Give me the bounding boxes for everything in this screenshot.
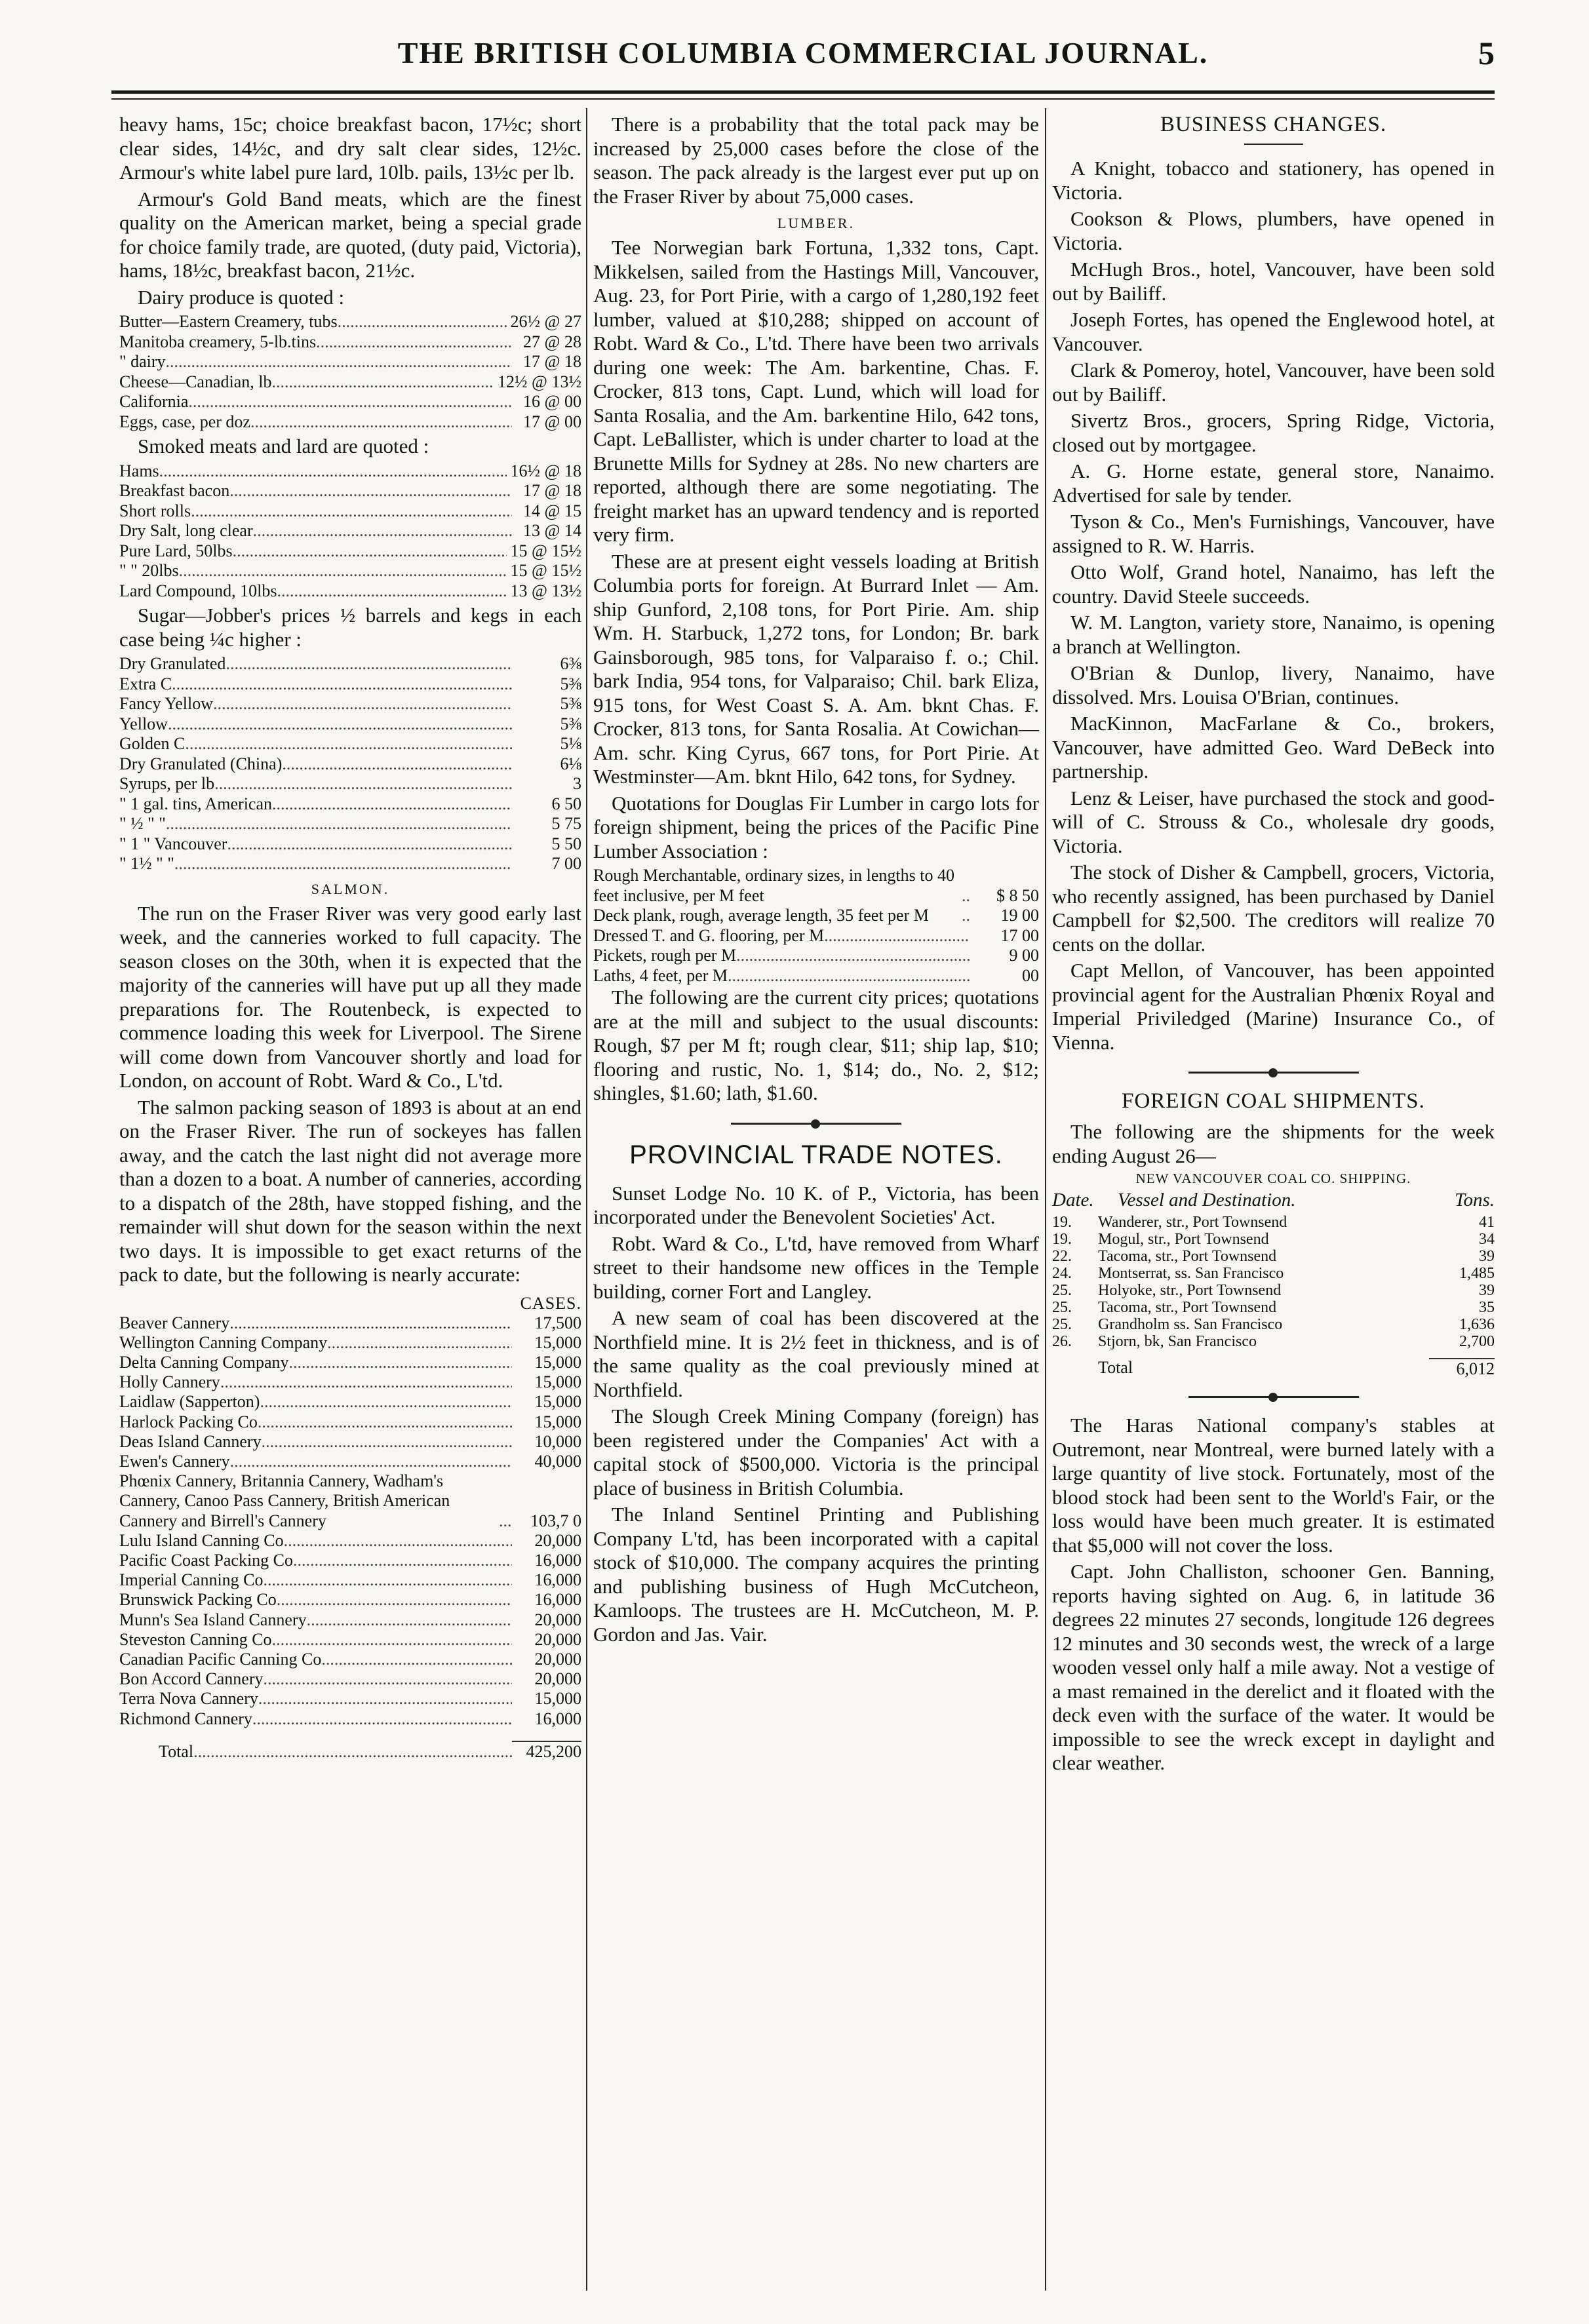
cannery-name: Wellington Canning Company xyxy=(119,1332,328,1352)
item-price: 16½ @ 18 xyxy=(510,461,581,480)
cannery-cases: 16,000 xyxy=(534,1590,581,1610)
lumber-price: $ 8 50 xyxy=(996,885,1039,905)
lumber-quotations xyxy=(593,866,1039,986)
lumber-item: Laths, 4 feet, per M xyxy=(593,965,728,985)
header-rule-thin xyxy=(111,98,1495,100)
shipment-date: 22. xyxy=(1052,1248,1072,1265)
shipment-vessel: Montserrat, ss. San Francisco xyxy=(1098,1265,1284,1282)
tons-column-header: Tons. xyxy=(1454,1190,1495,1210)
lumber-price: 17 00 xyxy=(1000,925,1039,945)
cannery-cases: 20,000 xyxy=(534,1530,581,1550)
header-rule-thick xyxy=(111,90,1495,94)
item-name: Dry Granulated (China) xyxy=(119,754,283,773)
cannery-name: Phœnix Cannery, Britannia Cannery, Wadham's Cannery, Canoo Pass Cannery, British American Cannery and Birrell's Cannery xyxy=(119,1471,450,1530)
leader-dots xyxy=(824,926,970,946)
leader-dots xyxy=(252,1709,512,1729)
business-change-item: O'Brian & Dunlop, livery, Nanaimo, have dissolved. Mrs. Louisa O'Brian, continues. xyxy=(1052,661,1495,708)
price-row xyxy=(119,541,581,562)
leader-dots xyxy=(188,392,512,412)
dairy-heading: Dairy produce is quoted : xyxy=(138,285,345,309)
price-row xyxy=(119,734,581,754)
shipment-tons: 39 xyxy=(1479,1248,1495,1265)
item-price: 3 xyxy=(573,774,581,793)
meats-paragraph: heavy hams, 15c; choice breakfast bacon, 17½c; short clear sides, 14½c, and dry salt clear sides, 12½c. Armour's white label pure lard, 10lb. pails, 13½c per lb. xyxy=(119,113,581,184)
lumber-row xyxy=(593,946,1039,966)
item-name: Extra C xyxy=(119,674,172,693)
cannery-name: Beaver Cannery xyxy=(119,1313,230,1332)
cannery-name: Terra Nova Cannery xyxy=(119,1689,258,1709)
cannery-name: Munn's Sea Island Cannery xyxy=(119,1610,307,1629)
lumber-item: Pickets, rough per M xyxy=(593,946,737,965)
cannery-row xyxy=(119,1452,581,1471)
price-row xyxy=(119,312,581,332)
shipment-date: 25. xyxy=(1052,1316,1072,1333)
price-row xyxy=(119,814,581,834)
section-ornament xyxy=(731,1123,901,1125)
price-row xyxy=(119,461,581,482)
cannery-name: Delta Canning Company xyxy=(119,1352,289,1372)
shipment-vessel: Mogul, str., Port Townsend xyxy=(1098,1231,1269,1248)
cannery-row xyxy=(119,1650,581,1669)
shipment-row xyxy=(1052,1299,1495,1316)
cannery-cases: 17,500 xyxy=(534,1313,581,1332)
item-price: 17 @ 18 xyxy=(523,481,581,500)
business-change-item: The stock of Disher & Campbell, grocers, Victoria, who recently assigned, has been purchased by Daniel Campbell for $2,500. The creditors will realize 70 cents on the dollar. xyxy=(1052,861,1495,956)
item-price: 16 @ 00 xyxy=(523,392,581,411)
business-change-item: MacKinnon, MacFarlane & Co., brokers, Vancouver, have admitted Geo. Ward DeBeck into partnership. xyxy=(1052,712,1495,783)
provincial-note: The Inland Sentinel Printing and Publishing Company L'td, has been incorporated with a capital stock of $10,000. The company acquires the printing and publishing business of Hugh McCutcheon, Kamloops. The trustees are H. McCutcheon, M. P. Gordon and Jas. Vair. xyxy=(593,1503,1039,1646)
item-name: Pure Lard, 50lbs xyxy=(119,541,233,560)
business-change-item: Lenz & Leiser, have purchased the stock and good-will of C. Strouss & Co., wholesale dry goods, Victoria. xyxy=(1052,786,1495,857)
price-row xyxy=(119,332,581,353)
vessel-column-header: Vessel and Destination. xyxy=(1118,1190,1296,1210)
leader-dots xyxy=(260,1392,512,1412)
cannery-cases: 16,000 xyxy=(534,1709,581,1728)
shipment-date: 19. xyxy=(1052,1231,1072,1248)
coal-subheading: NEW VANCOUVER COAL CO. SHIPPING. xyxy=(1135,1171,1411,1186)
cannery-cases: 20,000 xyxy=(534,1669,581,1689)
coal-shipments xyxy=(1052,1214,1495,1350)
lumber-row xyxy=(593,906,1039,926)
cannery-name: Richmond Cannery xyxy=(119,1709,252,1728)
item-price: 7 00 xyxy=(551,854,581,873)
provincial-note: Sunset Lodge No. 10 K. of P., Victoria, has been incorporated under the Benevolent Societies' Act. xyxy=(593,1181,1039,1228)
cannery-row xyxy=(119,1689,581,1709)
shipment-tons: 1,485 xyxy=(1459,1265,1495,1282)
item-name: Syrups, per lb xyxy=(119,774,215,793)
leader-dots xyxy=(229,481,512,501)
shipment-tons: 39 xyxy=(1479,1282,1495,1299)
leader-dots xyxy=(272,1630,512,1650)
shipment-date: 25. xyxy=(1052,1282,1072,1299)
item-name: Hams xyxy=(119,461,159,480)
cannery-row xyxy=(119,1432,581,1452)
item-price: 12½ @ 13½ xyxy=(498,372,581,391)
price-row xyxy=(119,412,581,433)
item-name: " 1 gal. tins, American xyxy=(119,794,273,813)
leader-dots xyxy=(282,754,512,775)
leader-dots xyxy=(214,774,512,794)
cannery-row xyxy=(119,1610,581,1630)
item-price: 5⅛ xyxy=(560,734,581,753)
leader-dots xyxy=(338,312,507,332)
provincial-note: A new seam of coal has been discovered at the Northfield mine. It is 2½ feet in thickness, and is of the same quality as the coal previously mined at Northfield. xyxy=(593,1306,1039,1401)
leader-dots xyxy=(264,1669,512,1689)
cannery-row xyxy=(119,1570,581,1590)
shipment-tons: 1,636 xyxy=(1459,1316,1495,1333)
sugar-price-list xyxy=(119,654,581,874)
item-name: California xyxy=(119,392,189,411)
leader-dots xyxy=(233,541,507,562)
leader-dots xyxy=(226,654,512,674)
cannery-name: Canadian Pacific Canning Co xyxy=(119,1649,322,1669)
cannery-row xyxy=(119,1372,581,1392)
cannery-name: Lulu Island Canning Co xyxy=(119,1530,284,1550)
lumber-heading: LUMBER. xyxy=(777,215,855,231)
cannery-cases: 16,000 xyxy=(534,1550,581,1570)
business-change-item: Sivertz Bros., grocers, Spring Ridge, Victoria, closed out by mortgagee. xyxy=(1052,409,1495,456)
item-name: Butter—Eastern Creamery, tubs xyxy=(119,312,338,331)
leader-dots xyxy=(166,352,512,372)
business-change-item: Otto Wolf, Grand hotel, Nanaimo, has left the country. David Steele succeeds. xyxy=(1052,560,1495,608)
haras-paragraph: The Haras National company's stables at Outremont, near Montreal, were burned lately with a large quantity of live stock. Fortunately, most of the blood stock had been sent to the World's Fair, or the loss would have been much greater. It is estimated that $5,000 will not cover the loss. xyxy=(1052,1414,1495,1557)
price-row xyxy=(119,834,581,855)
cannery-row xyxy=(119,1471,581,1531)
cases-label: CASES. xyxy=(520,1293,581,1313)
shipment-row xyxy=(1052,1248,1495,1265)
pack-paragraph: There is a probability that the total pack may be increased by 25,000 cases before the close of the season. The pack already is the largest ever put up on the Fraser River by about 75,000 cases. xyxy=(593,113,1039,208)
price-row xyxy=(119,481,581,501)
price-row xyxy=(119,372,581,393)
section-ornament xyxy=(1188,1396,1359,1398)
leader-dots xyxy=(159,461,507,482)
leader-dots xyxy=(172,674,512,695)
heading-rule xyxy=(1244,144,1303,145)
cannery-cases: 10,000 xyxy=(534,1431,581,1451)
cannery-cases: 15,000 xyxy=(534,1352,581,1372)
cannery-cases: 40,000 xyxy=(534,1451,581,1471)
page-number: 5 xyxy=(1478,35,1495,71)
leader-dots xyxy=(316,332,512,353)
provincial-notes xyxy=(593,1182,1039,1647)
cannery-name: Deas Island Cannery xyxy=(119,1431,262,1451)
item-price: 17 @ 18 xyxy=(523,352,581,371)
leader-dots xyxy=(728,966,970,986)
cannery-row xyxy=(119,1313,581,1333)
item-price: 26½ @ 27 xyxy=(510,312,581,331)
leader-dots xyxy=(258,1689,512,1709)
lumber-price: 00 xyxy=(1022,965,1039,985)
lumber-paragraph-3: Quotations for Douglas Fir Lumber in cargo lots for foreign shipment, being the prices of the Pacific Pine Lumber Association : xyxy=(593,791,1039,862)
lumber-row xyxy=(593,926,1039,946)
business-change-item: W. M. Langton, variety store, Nanaimo, is opening a branch at Wellington. xyxy=(1052,611,1495,658)
section-ornament xyxy=(1188,1072,1359,1074)
journal-title: THE BRITISH COLUMBIA COMMERCIAL JOURNAL. xyxy=(397,36,1209,69)
item-name: Dry Granulated xyxy=(119,654,226,673)
cannery-name: Imperial Canning Co xyxy=(119,1570,264,1590)
shipment-tons: 34 xyxy=(1479,1231,1495,1248)
lumber-row xyxy=(593,866,1039,906)
dairy-price-list xyxy=(119,312,581,432)
price-row xyxy=(119,561,581,581)
item-price: 5 75 xyxy=(551,814,581,833)
cannery-row xyxy=(119,1709,581,1729)
total-label: Total xyxy=(159,1741,194,1761)
cannery-cases: 15,000 xyxy=(534,1392,581,1412)
cannery-cases: 20,000 xyxy=(534,1610,581,1629)
item-name: Manitoba creamery, 5-lb.tins xyxy=(119,332,317,351)
business-change-item: McHugh Bros., hotel, Vancouver, have been sold out by Bailiff. xyxy=(1052,258,1495,305)
shipment-vessel: Tacoma, str., Port Townsend xyxy=(1098,1299,1277,1316)
leader-dots xyxy=(168,714,512,735)
leader-dots xyxy=(227,834,512,855)
shipment-date: 25. xyxy=(1052,1299,1072,1316)
item-name: " 1½ " " xyxy=(119,854,174,873)
item-name: Golden C xyxy=(119,734,186,753)
business-change-item: A. G. Horne estate, general store, Nanaimo. Advertised for sale by tender. xyxy=(1052,459,1495,507)
leader-dots xyxy=(289,1353,512,1372)
item-name: Lard Compound, 10lbs xyxy=(119,581,277,600)
provincial-note: The Slough Creek Mining Company (foreign) has been registered under the Companies' Act with a capital stock of $500,000. Victoria is the principal place of business in British Columbia. xyxy=(593,1404,1039,1500)
price-row xyxy=(119,794,581,815)
shipment-date: 26. xyxy=(1052,1333,1072,1350)
shipment-vessel: Holyoke, str., Port Townsend xyxy=(1098,1282,1282,1299)
leader-dots xyxy=(277,581,507,602)
lumber-price: 19 00 xyxy=(1000,906,1039,925)
smoked-heading: Smoked meats and lard are quoted : xyxy=(138,435,429,457)
cannery-cases: 20,000 xyxy=(534,1629,581,1649)
item-name: Breakfast bacon xyxy=(119,481,230,500)
item-price: 17 @ 00 xyxy=(523,412,581,431)
lumber-price: 9 00 xyxy=(1009,946,1039,965)
leader-dots xyxy=(277,1590,512,1610)
item-price: 27 @ 28 xyxy=(523,332,581,351)
cannery-row xyxy=(119,1551,581,1570)
column-1 xyxy=(119,113,581,1762)
coal-intro: The following are the shipments for the week ending August 26— xyxy=(1052,1120,1495,1167)
provincial-note: Robt. Ward & Co., L'td, have removed from Wharf street to their handsome new offices in the Temple building, corner Fort and Langley. xyxy=(593,1231,1039,1303)
shipment-row xyxy=(1052,1214,1495,1231)
cannery-row xyxy=(119,1669,581,1689)
masthead xyxy=(111,29,1495,94)
price-row xyxy=(119,694,581,714)
shipment-row xyxy=(1052,1265,1495,1282)
leader-dots xyxy=(272,372,494,393)
lumber-row xyxy=(593,966,1039,986)
sugar-heading: Sugar—Jobber's prices ½ barrels and kegs in each case being ¼c higher : xyxy=(119,604,581,651)
coal-heading: FOREIGN COAL SHIPMENTS. xyxy=(1122,1089,1425,1113)
leader-dots xyxy=(250,412,512,433)
leader-dots xyxy=(230,1452,512,1471)
column-2 xyxy=(593,113,1039,1649)
shipment-tons: 41 xyxy=(1479,1214,1495,1231)
leader-dots xyxy=(962,906,970,926)
cannery-name: Harlock Packing Co xyxy=(119,1412,258,1431)
shipment-vessel: Stjorn, bk, San Francisco xyxy=(1098,1333,1257,1350)
business-change-item: Tyson & Co., Men's Furnishings, Vancouver, have assigned to R. W. Harris. xyxy=(1052,510,1495,557)
leader-dots xyxy=(213,694,512,714)
price-row xyxy=(119,714,581,735)
cannery-row xyxy=(119,1333,581,1353)
leader-dots xyxy=(258,1412,512,1432)
leader-dots xyxy=(191,501,512,522)
business-change-item: Capt Mellon, of Vancouver, has been appointed provincial agent for the Australian Phœnix Royal and Imperial Priviledged (Marine) Insurance Co., of Vienna. xyxy=(1052,959,1495,1054)
shipment-vessel: Grandholm ss. San Francisco xyxy=(1098,1316,1283,1333)
leader-dots xyxy=(499,1511,512,1531)
leader-dots xyxy=(229,1313,512,1333)
shipment-tons: 35 xyxy=(1479,1299,1495,1316)
item-price: 13 @ 14 xyxy=(523,521,581,540)
price-row xyxy=(119,854,581,874)
provincial-heading: PROVINCIAL TRADE NOTES. xyxy=(629,1140,1003,1169)
lumber-paragraph-4: The following are the current city prices; quotations are at the mill and subject to the usual discounts: Rough, $7 per M ft; rough clear, $11; ship lap, $10; flooring and rustic, No. 1, $14; do., No. 2, $12; shingles, $1.60; lath, $1.60. xyxy=(593,986,1039,1104)
column-divider-1 xyxy=(586,108,587,2291)
price-row xyxy=(119,501,581,522)
item-price: 13 @ 13½ xyxy=(510,581,581,600)
item-name: Fancy Yellow xyxy=(119,694,214,713)
leader-dots xyxy=(179,561,507,581)
price-row xyxy=(119,754,581,775)
leader-dots xyxy=(253,521,512,541)
item-name: " 1 " Vancouver xyxy=(119,834,227,853)
coal-total-value: 6,012 xyxy=(1429,1358,1495,1379)
item-price: 6 50 xyxy=(551,794,581,813)
cannery-list xyxy=(119,1313,581,1729)
cannery-row xyxy=(119,1531,581,1551)
cannery-name: Bon Accord Cannery xyxy=(119,1669,264,1689)
cannery-row xyxy=(119,1630,581,1650)
smoked-meats-price-list xyxy=(119,461,581,602)
shipment-date: 24. xyxy=(1052,1265,1072,1282)
shipment-row xyxy=(1052,1282,1495,1299)
business-change-item: Clark & Pomeroy, hotel, Vancouver, have been sold out by Bailiff. xyxy=(1052,358,1495,406)
cannery-name: Steveston Canning Co xyxy=(119,1629,272,1649)
item-name: " dairy xyxy=(119,352,166,371)
leader-dots xyxy=(220,1372,512,1392)
cannery-name: Ewen's Cannery xyxy=(119,1451,230,1471)
item-price: 14 @ 15 xyxy=(523,501,581,520)
item-name: Dry Salt, long clear xyxy=(119,521,253,540)
item-price: 15 @ 15½ xyxy=(510,561,581,580)
item-name: Cheese—Canadian, lb xyxy=(119,372,272,391)
cannery-name: Brunswick Packing Co xyxy=(119,1590,277,1610)
cannery-name: Holly Cannery xyxy=(119,1372,220,1392)
leader-dots xyxy=(272,794,512,815)
lumber-item: Dressed T. and G. flooring, per M xyxy=(593,925,825,945)
price-row xyxy=(119,774,581,794)
leader-dots xyxy=(262,1432,512,1452)
leader-dots xyxy=(185,734,512,754)
shipment-vessel: Tacoma, str., Port Townsend xyxy=(1098,1248,1277,1265)
total-value: 425,200 xyxy=(512,1741,581,1762)
business-heading: BUSINESS CHANGES. xyxy=(1160,113,1387,136)
leader-dots xyxy=(264,1570,512,1590)
business-change-item: A Knight, tobacco and stationery, has opened in Victoria. xyxy=(1052,157,1495,204)
column-divider-2 xyxy=(1045,108,1046,2291)
cannery-row xyxy=(119,1353,581,1372)
cannery-cases: 15,000 xyxy=(534,1689,581,1709)
item-name: Short rolls xyxy=(119,501,191,520)
item-name: Yellow xyxy=(119,714,168,733)
item-name: " ½ " " xyxy=(119,814,166,833)
leader-dots xyxy=(166,814,512,834)
shipment-row xyxy=(1052,1231,1495,1248)
coal-table-header xyxy=(1052,1190,1495,1211)
leader-dots xyxy=(193,1742,512,1762)
cannery-cases: 15,000 xyxy=(534,1412,581,1431)
salmon-paragraph-1: The run on the Fraser River was very good early last week, and the canneries worked to full capacity. The season closes on the 30th, when it is expected that the majority of the canneries will have put up all they made preparations for. The Routenbeck, is expected to commence loading this week for Liverpool. The Sirene will come down from Vancouver shortly and load for London, on account of Robt. Ward & Co., L'td. xyxy=(119,901,581,1092)
item-price: 15 @ 15½ xyxy=(510,541,581,560)
cannery-cases: 15,000 xyxy=(534,1332,581,1352)
cannery-row xyxy=(119,1412,581,1432)
lumber-paragraph-2: These are at present eight vessels loading at British Columbia ports for foreign. At Burrard Inlet — Am. ship Gunford, 2,108 tons, for Port Pirie. Am. ship Wm. H. Starbuck, 1,272 tons, for London; Br. bark Gainsborough, 985 tons, for Valparaiso f. o.; Chil. bark India, 954 tons, for Valparaiso; Chil. bark Eliza, 915 tons, for West Coast S. A. Am. bknt Chas. F. Crocker, 813 tons, for Santa Rosalia. At Cowichan—Am. schr. King Cyrus, 667 tons, for Port Pirie. At Westminster—Am. bknt Hilo, 642 tons, for Sydney. xyxy=(593,549,1039,788)
cannery-cases: 20,000 xyxy=(534,1649,581,1669)
leader-dots xyxy=(284,1531,512,1551)
shipment-row xyxy=(1052,1316,1495,1333)
leader-dots xyxy=(321,1650,512,1669)
leader-dots xyxy=(307,1610,512,1630)
price-row xyxy=(119,674,581,695)
cannery-total xyxy=(119,1741,581,1762)
price-row xyxy=(119,581,581,602)
item-name: Eggs, case, per doz xyxy=(119,412,250,431)
column-3 xyxy=(1052,113,1495,1778)
item-price: 6⅜ xyxy=(560,654,581,673)
item-price: 5⅜ xyxy=(560,694,581,713)
coal-total-label: Total xyxy=(1098,1358,1133,1377)
gold-band-paragraph: Armour's Gold Band meats, which are the finest quality on the American market, being a special grade for choice family trade, are quoted, (duty paid, Victoria), hams, 18½c, breakfast bacon, 21½c. xyxy=(119,187,581,282)
item-price: 5⅜ xyxy=(560,674,581,693)
leader-dots xyxy=(174,854,512,874)
shipment-date: 19. xyxy=(1052,1214,1072,1231)
cannery-name: Pacific Coast Packing Co xyxy=(119,1550,294,1570)
leader-dots xyxy=(327,1333,512,1353)
shipment-tons: 2,700 xyxy=(1459,1333,1495,1350)
cannery-cases: 15,000 xyxy=(534,1372,581,1392)
item-price: 6⅛ xyxy=(560,754,581,773)
leader-dots xyxy=(293,1551,512,1570)
leader-dots xyxy=(736,946,970,966)
salmon-heading: SALMON. xyxy=(311,880,390,897)
cannery-name: Laidlaw (Sapperton) xyxy=(119,1392,260,1412)
lumber-paragraph-1: Tee Norwegian bark Fortuna, 1,332 tons, Capt. Mikkelsen, sailed from the Hastings Mill, Vancouver, Aug. 23, for Port Pirie, with a cargo of 1,280,192 feet lumber, valued at $10,288; shipped on account of Robt. Ward & Co., L'td. There have been two arrivals during one week: The Am. barkentine, Chas. F. Crocker, 813 tons, Capt. Lund, which will load for Santa Rosalia, and the Am. barkentine Hilo, 642 tons, Capt. LeBallister, which is under charter to load at the Brunette Mills for Sydney at 28s. No new charters are reported, although there are some negotiating. The freight market has an upward tendency and is reported very firm. xyxy=(593,236,1039,546)
shipment-row xyxy=(1052,1333,1495,1350)
leader-dots xyxy=(962,886,970,906)
item-name: " " 20lbs xyxy=(119,561,179,580)
date-column-header: Date. xyxy=(1052,1190,1094,1210)
challiston-paragraph: Capt. John Challiston, schooner Gen. Banning, reports having sighted on Aug. 6, in latitude 36 degrees 22 minutes 27 seconds, longitude 126 degrees 12 minutes and 30 seconds west, the wreck of a large wooden vessel only half a mile away. Not a vestige of a mast remained in the derelict and it floated with the deck even with the surface of the water. It would be impossible to see the wreck except in daylight and clear weather. xyxy=(1052,1560,1495,1774)
salmon-paragraph-2: The salmon packing season of 1893 is about at an end on the Fraser River. The run of sockeyes has fallen away, and the catch the last night did not average more than a dozen to a boat. A number of canneries, according to a dispatch of the 28th, have stopped fishing, and the remainder will shut down for the season within the next two days. It is impossible to get exact returns of the pack to date, but the following is nearly accurate: xyxy=(119,1095,581,1286)
cannery-row xyxy=(119,1590,581,1610)
price-row xyxy=(119,352,581,372)
price-row xyxy=(119,392,581,412)
cannery-cases: 103,7 0 xyxy=(530,1511,581,1530)
business-change-item: Joseph Fortes, has opened the Englewood hotel, at Vancouver. xyxy=(1052,308,1495,355)
coal-total xyxy=(1052,1358,1495,1379)
item-price: 5⅜ xyxy=(560,714,581,733)
price-row xyxy=(119,521,581,541)
business-changes xyxy=(1052,157,1495,1055)
business-change-item: Cookson & Plows, plumbers, have opened in Victoria. xyxy=(1052,207,1495,254)
lumber-item: Rough Merchantable, ordinary sizes, in lengths to 40 feet inclusive, per M feet xyxy=(593,866,954,905)
item-price: 5 50 xyxy=(551,834,581,853)
cannery-row xyxy=(119,1392,581,1412)
lumber-item: Deck plank, rough, average length, 35 feet per M xyxy=(593,906,929,925)
price-row xyxy=(119,654,581,674)
cannery-cases: 16,000 xyxy=(534,1570,581,1590)
shipment-vessel: Wanderer, str., Port Townsend xyxy=(1098,1214,1287,1231)
